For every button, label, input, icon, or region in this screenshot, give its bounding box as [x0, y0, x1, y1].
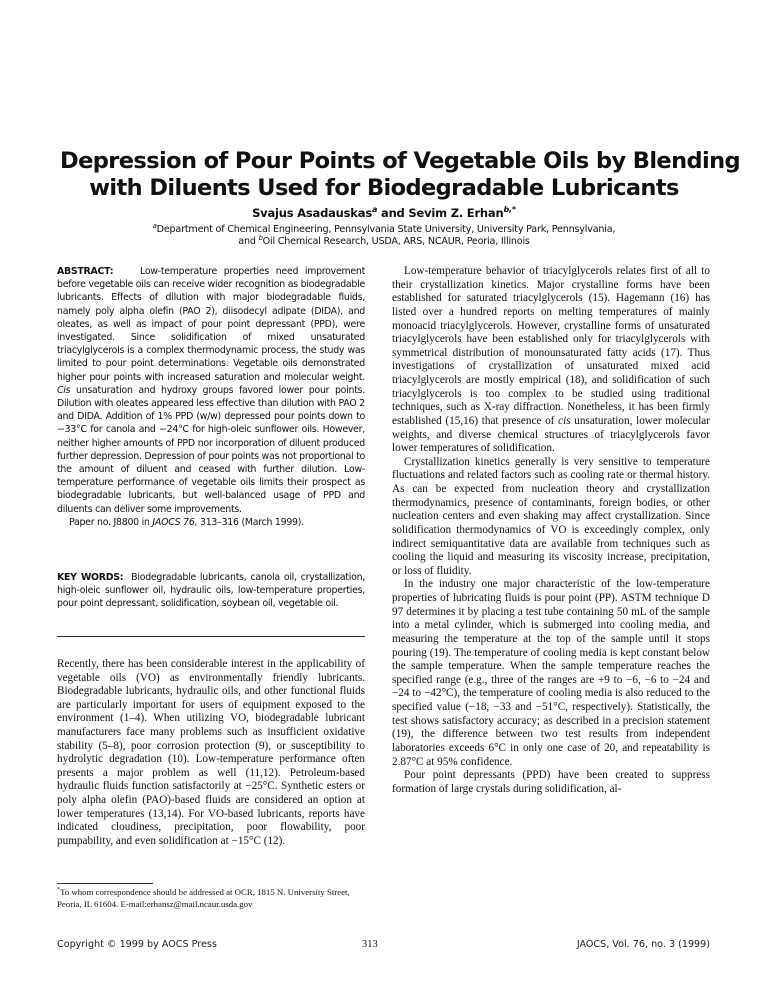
page-number: 313 [362, 939, 378, 950]
author-1-affiliation-mark: a [371, 205, 378, 215]
keywords-label: KEY WORDS: [57, 572, 124, 583]
intro-paragraph-1: Recently, there has been considerable interest in the applicability of vegetable oils (VO) as environmentally friendly lubricants. Biodegradable lubricants, hydraulic oils, and other functional fluids are particularly important for users of equipment exposed to the environment (1–4). When utilizing VO, biodegradable lubricant manufacturers face many problems such as insufficient oxidative stability (5–8), poor corrosion protection (9), or susceptibility to hydrolytic degradation (10). Low-temperature performance often presents a major problem as well (11,12). Petroleum-based hydraulic fluids function satisfactorily at −25°C. Synthetic esters or poly alpha olefin (PAO)-based fluids are considered an option at lower temperatures (13,14). For VO-based lubricants, reports have indicated cloudiness, precipitation, poor flowability, poor pumpability, and even solidification at −15°C (12). [57, 658, 365, 847]
right-paragraph-3: In the industry one major characteristic of the low-temperature properties of lubricating fluids is pour point (PP). ASTM technique D 97 determines it by placing a test tube containing 50 mL of the sample into a metal cylinder, which is submerged into cooling media, and measuring the temperature at the top of the sample until it stops pouring (19). The temperature of cooling media is kept constant below the sample temperature. When the sample temperature reaches the specified range (e.g., three of the ranges are +9 to −6, −6 to −24 and −24 to −42°C), the temperature of cooling media is also reduced to the specified value (−18, −33 and −51°C, respectively). Statistically, the test shows satisfactory accuracy; as described in a precision statement (19), the difference between two test results from independent laboratories exceeds 6°C in only one case of 20, and repeatability is 2.87°C at 95% confidence. [392, 578, 710, 768]
journal-name: JAOCS 76, [152, 516, 198, 528]
author-1: Svajus Asadauskas [252, 206, 372, 220]
keywords-text: Biodegradable lubricants, canola oil, crystallization, high-oleic sunflower oil, hydraulic oils, low-temperature properties, pour point depressant, solidification, soybean oil, vegetable oil. [57, 572, 365, 610]
abstract-label: ABSTRACT: [57, 266, 114, 277]
copyright-notice: Copyright © 1999 by AOCS Press [57, 939, 217, 950]
footnote-divider [57, 883, 153, 884]
intro-right-column [392, 265, 710, 796]
affiliations [0, 221, 768, 248]
affiliation-a: $^a$Department of Chemical Engineering, Pennsylvania State University, University Park, Pennsylvania, [152, 221, 616, 235]
author-2-affiliation-mark: b,* [503, 205, 516, 215]
right-paragraph-2: Crystallization kinetics generally is very sensitive to temperature fluctuations and related factors such as cooling rate or thermal history. As can be expected from nucleation theory and crystallization thermodynamics, presence of contaminants, foreign bodies, or other nucleation centers and even shaking may affect crystallization. Since solidification thermodynamics of VO is exceedingly complex, only indirect semiquantitative data are available from techniques such as cooling the liquid and measuring its viscosity increase, precipitation, or loss of fluidity. [392, 455, 710, 577]
abstract-divider [57, 636, 365, 637]
title-line-2: with Diluents Used for Biodegradable Lubricants [89, 175, 679, 201]
journal-citation: JAOCS, Vol. 76, no. 3 (1999) [576, 939, 710, 950]
correspondence-footnote: *To whom correspondence should be addressed at OCR, 1815 N. University Street, Peoria, IL 61604. E-mail:erhansz@mail.ncaur.usda.gov [57, 887, 350, 909]
right-paragraph-4: Pour point depressants (PPD) have been created to suppress formation of large crystals during solidification, al- [392, 769, 710, 795]
abstract-body: ABSTRACT: Low-temperature properties need improvement before vegetable oils can receive wider recognition as biodegradable lubricants. Effects of dilution with major biodegradable fluids, namely poly alpha olefin (PAO 2), diisodecyl adipate (DIDA), and oleates, as well as impact of pour point depressant (PPD), were investigated. Since solidification of mixed unsaturated triacylglycerols is a complex thermodynamic process, the study was limited to pour point determinations. Vegetable oils demonstrated higher pour points with increased saturation and molecular weight. Cis unsaturation and hydroxy groups favored lower pour points. Dilution with oleates appeared less effective than dilution with PAO 2 and DIDA. Addition of 1% PPD (w/w) depressed pour points down to −33°C for canola and −24°C for high-oleic sunflower oils. However, neither higher amounts of PPD nor incorporation of diluent produced further depression. Depression of pour points was not proportional to the amount of diluent and ceased with further dilution. Low-temperature performance of vegetable oils limits their prospect as biodegradable lubricants, but well-balanced usage of PPD and diluents can deliver some improvements. [57, 266, 365, 515]
paper-reference: Paper no. J8800 in JAOCS 76, 313–316 (March 1999). [69, 516, 304, 528]
author-list [0, 206, 768, 220]
paper-title [60, 148, 741, 202]
affiliation-b: and $^b$Oil Chemical Research, USDA, ARS, NCAUR, Peoria, Illinois [238, 233, 530, 247]
intro-left-column [57, 658, 365, 848]
corresponding-author-star: * [511, 205, 516, 215]
title-line-1: Depression of Pour Points of Vegetable Oils by Blending [60, 148, 741, 174]
abstract [57, 265, 365, 529]
author-connector: and [377, 206, 409, 220]
keywords [57, 571, 365, 611]
author-2: Sevim Z. Erhan [408, 206, 504, 220]
right-paragraph-1: Low-temperature behavior of triacylglycerols relates first of all to their crystallization kinetics. Major crystalline forms have been established for saturated triacylglycerols (15). Hagemann (16) has listed over a hundred reports on melting temperatures of mainly monoacid triacylglycerols. However, crystalline forms of unsaturated triacylglycerols have been established only for triacylglycerols with symmetrical distribution of monounsaturated fatty acids (17). Thus investigations of crystallization of unsaturated mixed acid triacylglycerols are mostly empirical (18), and solidification of such triacylglycerols is too complex to be studied using traditional techniques, such as X-ray diffraction. Nonetheless, it has been firmly established (15,16) that presence of cis unsaturation, lower molecular weights, and diverse chemical structures of triacylglycerols favor lower temperatures of solidification. [392, 265, 710, 455]
